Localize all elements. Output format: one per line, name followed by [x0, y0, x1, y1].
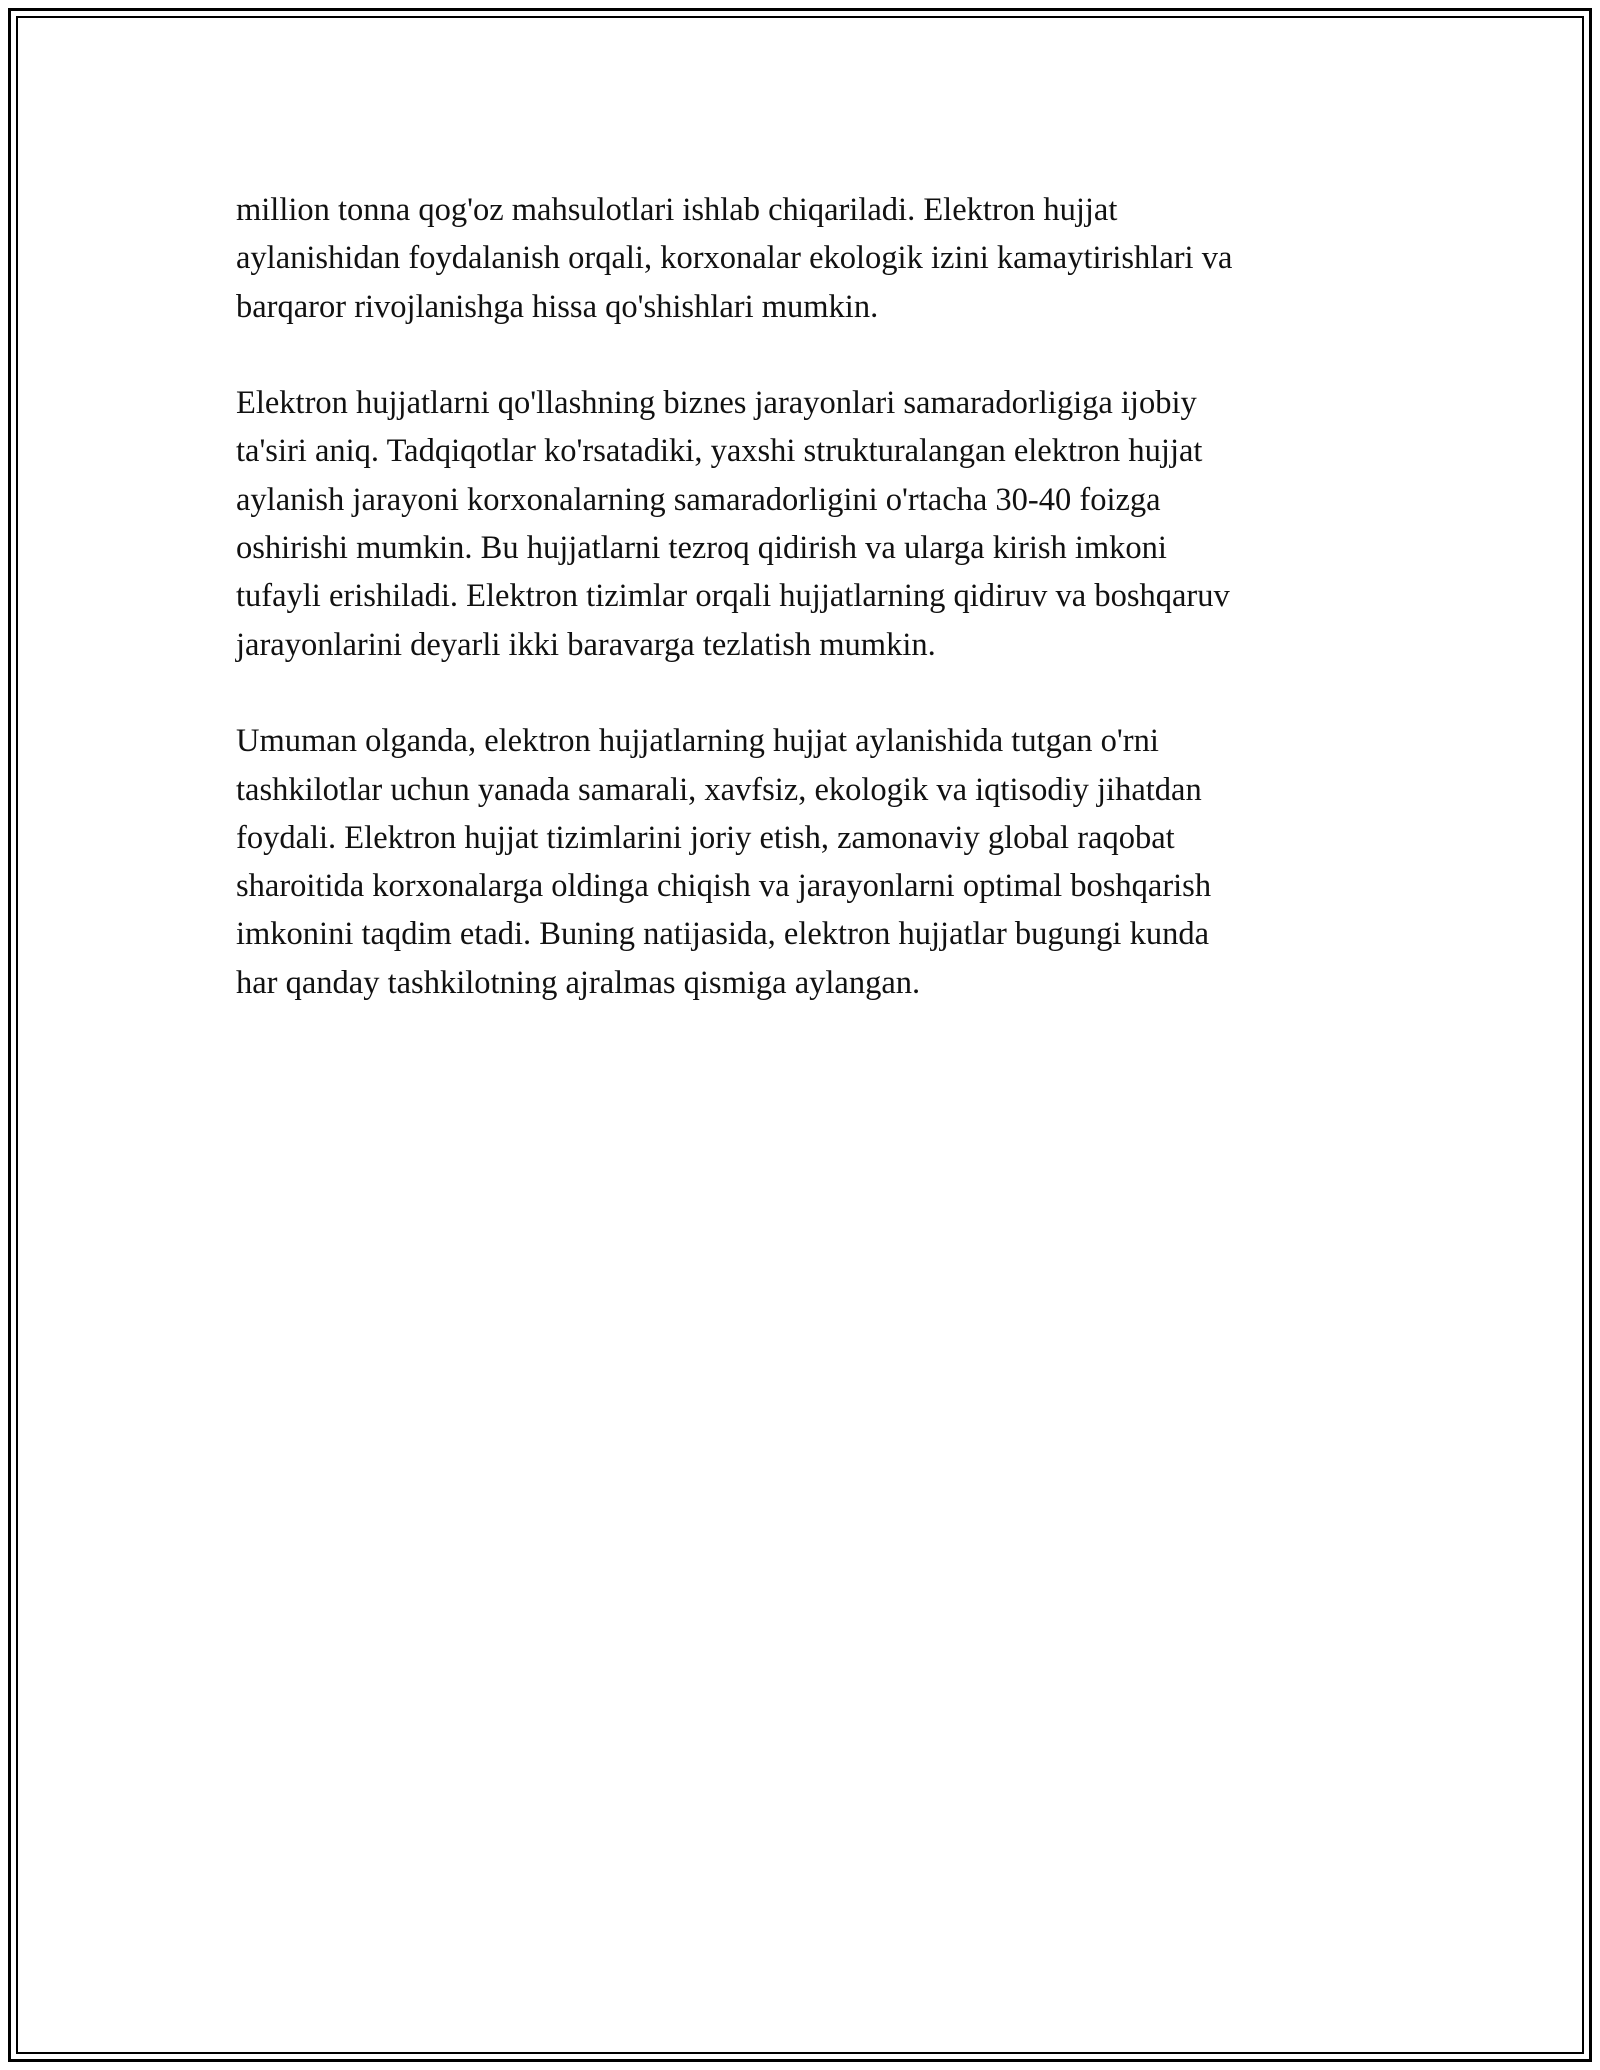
paragraph-efficiency: Elektron hujjatlarni qo'llashning biznes jarayonlari samaradorligiga ijobiy ta'siri aniq. Tadqiqotlar ko'rsatadiki, yaxshi strukturalangan elektron hujjat aylanish jarayoni korxonalarning samaradorligini o'rtacha 30-40 foizga oshirishi mumkin. Bu hujjatlarni tezroq qidirish va ularga kirish imkoni tufayli erishiladi. Elektron tizimlar orqali hujjatlarning qidiruv va boshqaruv jarayonlarini deyarli ikki baravarga tezlatish mumkin.	[236, 385, 1230, 663]
paragraph-environmental-impact: million tonna qog'oz mahsulotlari ishlab chiqariladi. Elektron hujjat aylanishidan foydalanish orqali, korxonalar ekologik izini kamaytirishlari va barqaror rivojlanishga hissa qo'shishlari mumkin.	[236, 192, 1233, 325]
paragraph-conclusion: Umuman olganda, elektron hujjatlarning hujjat aylanishida tutgan o'rni tashkilotlar uchun yanada samarali, xavfsiz, ekologik va iqtisodiy jihatdan foydali. Elektron hujjat tizimlarini joriy etish, zamonaviy global raqobat sharoitida korxonalarga oldinga chiqish va jarayonlarni optimal boshqarish imkonini taqdim etadi. Buning natijasida, elektron hujjatlar bugungi kunda har qanday tashkilotning ajralmas qismiga aylangan.	[236, 723, 1212, 1001]
document-body	[236, 186, 1376, 1055]
